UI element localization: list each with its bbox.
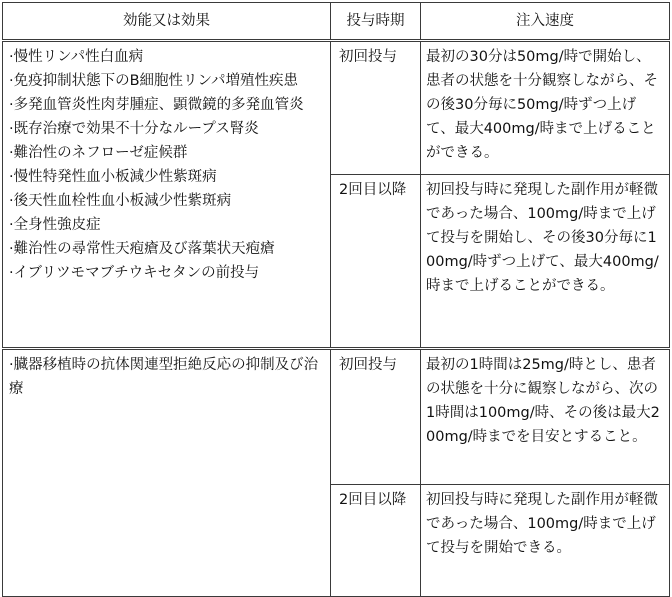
header-rate: 注入速度 <box>421 3 670 41</box>
timing-cell: 2回目以降 <box>331 175 421 349</box>
rate-cell: 初回投与時に発現した副作用が軽微であった場合、100mg/時まで上げて投与を開始し、その後30分毎に100mg/時ずつ上げて、最大400mg/時まで上げることができる。 <box>421 175 670 349</box>
indication-list <box>9 353 324 401</box>
list-item: ·既存治療で効果不十分なループス腎炎 <box>9 121 259 137</box>
list-item: ·慢性特発性血小板減少性紫斑病 <box>9 169 217 185</box>
list-item: ·多発血管炎性肉芽腫症、顕微鏡的多発血管炎 <box>9 97 304 113</box>
rate-cell: 最初の30分は50mg/時で開始し、患者の状態を十分観察しながら、その後30分毎に50mg/時ずつ上げて、最大400mg/時まで上げることができる。 <box>421 41 670 175</box>
indication-cell <box>3 41 331 349</box>
list-item: ·後天性血栓性血小板減少性紫斑病 <box>9 193 232 209</box>
list-item: ·難治性の尋常性天疱瘡及び落葉状天疱瘡 <box>9 241 275 257</box>
rate-cell: 初回投与時に発現した副作用が軽微であった場合、100mg/時まで上げて投与を開始できる。 <box>421 485 670 597</box>
list-item: ·免疫抑制状態下のB細胞性リンパ増殖性疾患 <box>9 73 299 89</box>
table-header-row <box>3 3 670 41</box>
list-item: ·難治性のネフローゼ症候群 <box>9 145 188 161</box>
table-row <box>3 349 670 485</box>
indication-list <box>9 45 324 285</box>
list-item: ·臓器移植時の抗体関連型拒絶反応の抑制及び治療 <box>9 357 319 397</box>
table-row <box>3 41 670 175</box>
list-item: ·イブリツモマブチウキセタンの前投与 <box>9 265 260 281</box>
list-item: ·全身性強皮症 <box>9 217 101 233</box>
rate-cell: 最初の1時間は25mg/時とし、患者の状態を十分に観察しながら、次の1時間は100mg/時、その後は最大200mg/時までを目安とすること。 <box>421 349 670 485</box>
infusion-rate-table <box>2 2 670 597</box>
timing-cell: 初回投与 <box>331 349 421 485</box>
timing-cell: 2回目以降 <box>331 485 421 597</box>
header-indication: 効能又は効果 <box>3 3 331 41</box>
indication-cell <box>3 349 331 597</box>
list-item: ·慢性リンパ性白血病 <box>9 49 144 65</box>
timing-cell: 初回投与 <box>331 41 421 175</box>
header-timing: 投与時期 <box>331 3 421 41</box>
